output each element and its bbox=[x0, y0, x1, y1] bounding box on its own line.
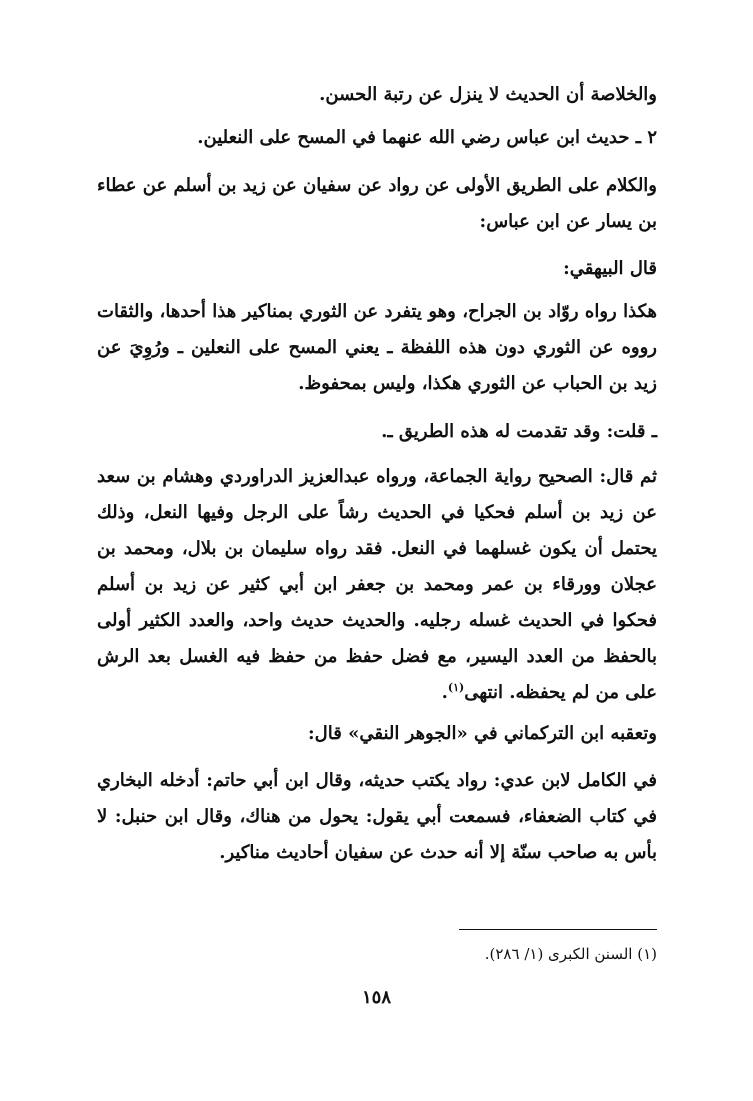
paragraph-end-mark: . bbox=[441, 682, 448, 703]
paragraph-hadith-heading: ٢ ـ حديث ابن عباس رضي الله عنهما في المسح على النعلين. bbox=[197, 127, 657, 148]
paragraph-bayhaqi-said: قال البيهقي: bbox=[563, 258, 657, 279]
paragraph-bayhaqi-continued bbox=[97, 459, 657, 711]
footnote: (١) السنن الكبرى (١/ ٢٨٦). bbox=[484, 945, 657, 963]
page-number: ١٥٨ bbox=[361, 987, 391, 1008]
paragraph-chain-discussion: والكلام على الطريق الأولى عن رواد عن سفيان عن زيد بن أسلم عن عطاء بن يسار عن ابن عباس: bbox=[97, 175, 657, 232]
paragraph-kamil-quote: في الكامل لابن عدي: رواد يكتب حديثه، وقال ابن أبي حاتم: أدخله البخاري في كتاب الضعفاء، فسمعت أبي يقول: يحول من هناك، وقال ابن حنبل: لا بأس به صاحب سنّة إلا أنه حدث عن سفيان أحاديث مناكير. bbox=[97, 770, 657, 863]
paragraph-turkmani-rebuttal: وتعقبه ابن التركماني في «الجوهر النقي» قال: bbox=[308, 723, 657, 744]
footnote-divider bbox=[459, 929, 657, 930]
paragraph-author-note: ـ قلت: وقد تقدمت له هذه الطريق ـ. bbox=[381, 421, 657, 442]
paragraph-conclusion: والخلاصة أن الحديث لا ينزل عن رتبة الحسن. bbox=[319, 84, 657, 105]
paragraph-bayhaqi-quote: هكذا رواه روّاد بن الجراح، وهو يتفرد عن الثوري بمناكير هذا أحدها، والثقات رووه عن الثوري دون هذه اللفظة ـ يعني المسح على النعلين ـ ورُوِيَ عن زيد بن الحباب عن الثوري هكذا، وليس بمحفوظ. bbox=[97, 301, 657, 394]
footnote-marker: (١) bbox=[447, 681, 465, 694]
paragraph-bayhaqi-continued-text: ثم قال: الصحيح رواية الجماعة، ورواه عبدالعزيز الدراوردي وهشام بن سعد عن زيد بن أسلم فحكيا في الحديث رشاً على الرجل وفيها النعل، وذلك يحتمل أن يكون غسلهما في النعل. فقد رواه سليمان بن بلال، ومحمد بن عجلان وورقاء بن عمر ومحمد بن جعفر ابن أبي كثير عن زيد بن أسلم فحكوا في الحديث غسله رجليه. والحديث حديث واحد، والعدد الكثير أولى بالحفظ من العدد اليسير، مع فضل حفظ من حفظ فيه الغسل بعد الرش على من لم يحفظه. انتهى bbox=[97, 466, 657, 703]
